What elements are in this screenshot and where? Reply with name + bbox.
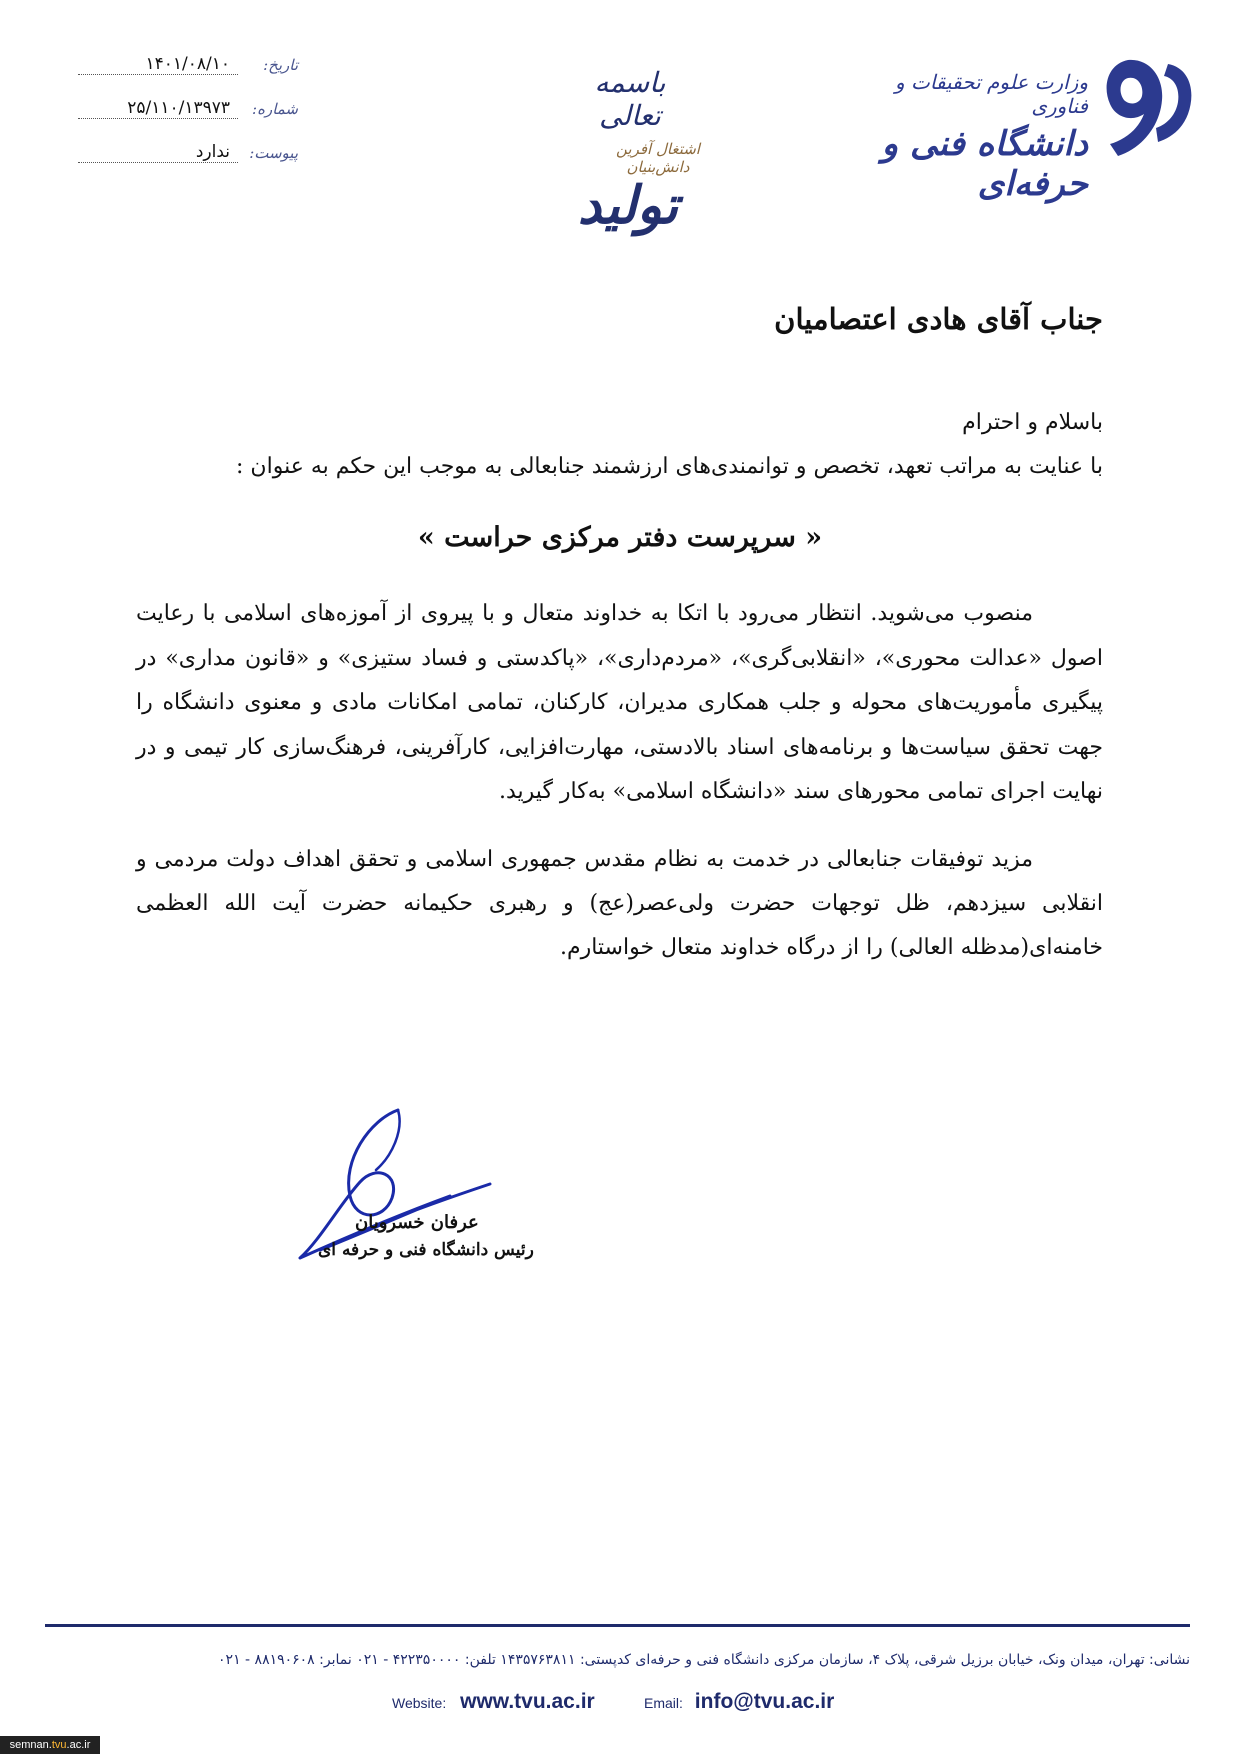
slogan-title: تولید bbox=[577, 175, 679, 236]
letter-meta bbox=[78, 52, 298, 184]
site-tag-accent: tvu bbox=[51, 1739, 67, 1751]
body-paragraph-2: مزید توفیقات جنابعالی در خدمت به نظام مقدس جمهوری اسلامی و تحقق اهداف دولت مردمی و انقلابی سیزدهم، ظل توجهات حضرت ولی‌عصر(عج) و رهبری حکیمانه حضرت آیت الله العظمی خامنه‌ای(مدظله العالی) را از درگاه خداوند متعال خواستارم. bbox=[136, 847, 1103, 960]
number-value: ۲۵/۱۱۰/۱۳۹۷۳ bbox=[127, 98, 230, 118]
email-label: Email: bbox=[644, 1695, 683, 1711]
website-link[interactable]: www.tvu.ac.ir bbox=[460, 1690, 595, 1713]
position-title: « سرپرست دفتر مرکزی حراست » bbox=[417, 522, 823, 553]
university-name: دانشگاه فنی و حرفه‌ای bbox=[881, 124, 1088, 204]
footer-website[interactable] bbox=[392, 1690, 595, 1714]
meta-attachment-row bbox=[78, 140, 298, 184]
year-slogan bbox=[548, 140, 708, 250]
email-link[interactable]: info@tvu.ac.ir bbox=[694, 1690, 835, 1713]
site-tag-suffix: .ac.ir bbox=[66, 1739, 91, 1751]
number-label: شماره: bbox=[252, 100, 298, 118]
bismillah-text: باسمه تعالی bbox=[594, 66, 666, 132]
recipient-name: جناب آقای هادی اعتصامیان bbox=[774, 302, 1103, 336]
signer-name: عرفان خسرویان bbox=[355, 1212, 479, 1233]
meta-number-row bbox=[78, 96, 298, 140]
date-label: تاریخ: bbox=[263, 56, 298, 74]
university-name-block bbox=[858, 70, 1088, 204]
attachment-underline bbox=[78, 162, 238, 163]
site-tag-prefix: semnan. bbox=[9, 1739, 52, 1751]
intro-line: با عنایت به مراتب تعهد، تخصص و توانمندی‌های ارزشمند جنابعالی به موجب این حکم به عنوان : bbox=[236, 454, 1103, 479]
greeting: باسلام و احترام bbox=[962, 410, 1103, 435]
website-label: Website: bbox=[392, 1695, 447, 1711]
university-logo-icon bbox=[1098, 52, 1198, 162]
signer-title: رئیس دانشگاه فنی و حرفه ای bbox=[318, 1240, 534, 1260]
footer-divider bbox=[45, 1624, 1190, 1627]
number-underline bbox=[78, 118, 238, 119]
meta-date-row bbox=[78, 52, 298, 96]
body-paragraph-1: منصوب می‌شوید. انتظار می‌رود با اتکا به خداوند متعال و با پیروی از آموزه‌های اسلامی با رعایت اصول «عدالت محوری»، «انقلابی‌گری»، «مردم‌داری»، «پاکدستی و فساد ستیزی» و «قانون مداری» در پیگیری مأموریت‌های محوله و جلب همکاری مدیران، کارکنان، تمامی امکانات مادی و معنوی دانشگاه را جهت تحقق سیاست‌ها و برنامه‌های اسناد بالادستی، مهارت‌افزایی، کارآفرینی، فرهنگ‌سازی کار تیمی و در نهایت اجرای تمامی محورهای سند «دانشگاه اسلامی» به‌کار گیرید. bbox=[136, 601, 1103, 804]
attachment-value: ندارد bbox=[195, 142, 230, 162]
ministry-name: وزارت علوم تحقیقات و فناوری bbox=[894, 70, 1088, 118]
footer-address: نشانی: تهران، میدان ونک، خیابان برزیل شرقی، پلاک ۴، سازمان مرکزی دانشگاه فنی و حرفه‌ای کدپستی: ۱۴۳۵۷۶۳۸۱۱ تلفن: ۴۲۲۳۵۰۰۰۰ - ۰۲۱ نمابر: ۸۸۱۹۰۶۰۸ - ۰۲۱ bbox=[218, 1652, 1190, 1668]
site-watermark-tag bbox=[0, 1736, 100, 1754]
date-value: ۱۴۰۱/۰۸/۱۰ bbox=[145, 54, 230, 74]
attachment-label: پیوست: bbox=[249, 144, 298, 162]
footer-email[interactable] bbox=[644, 1690, 834, 1714]
date-underline bbox=[78, 74, 238, 75]
slogan-subtitle: اشتغال آفرین دانش‌بنیان bbox=[616, 140, 700, 176]
